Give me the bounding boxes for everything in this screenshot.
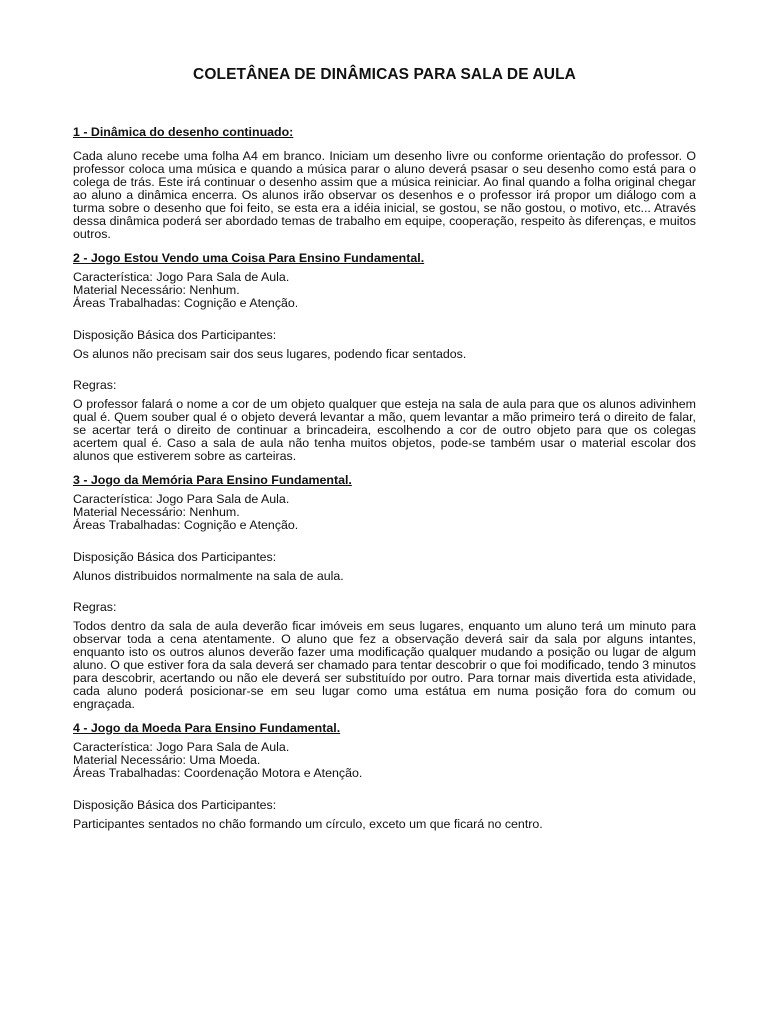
- section-heading: 4 - Jogo da Moeda Para Ensino Fundamental.: [73, 721, 341, 735]
- caracteristica-text: Característica: Jogo Para Sala de Aula.: [73, 492, 290, 506]
- section-1: [73, 125, 696, 241]
- regras-label: Regras:: [73, 378, 117, 392]
- disposicao-label: Disposição Básica dos Participantes:: [73, 550, 277, 564]
- section-info: [73, 493, 696, 532]
- section-2: [73, 251, 696, 463]
- section-heading: 2 - Jogo Estou Vendo uma Coisa Para Ensino Fundamental.: [73, 251, 425, 265]
- document-title: COLETÂNEA DE DINÂMICAS PARA SALA DE AULA: [193, 66, 576, 83]
- areas-text: Áreas Trabalhadas: Cognição e Atenção.: [73, 518, 299, 532]
- material-text: Material Necessário: Nenhum.: [73, 283, 240, 297]
- material-text: Material Necessário: Uma Moeda.: [73, 753, 261, 767]
- section-heading: 1 - Dinâmica do desenho continuado:: [73, 125, 294, 139]
- regras-label: Regras:: [73, 600, 117, 614]
- section-paragraph: Cada aluno recebe uma folha A4 em branco. Iniciam um desenho livre ou conforme orientação do professor. O professor coloca uma música e quando a música parar o aluno deverá psasar o seu desenho como está para o colega de trás. Este irá continuar o desenho assim que a música reiniciar. Ao final quando a folha original chegar ao aluno a dinâmica encerra. Os alunos irão observar os desenhos e o professor irá propor um diálogo com a turma sobre o desenho que foi feito, se esta era a idéia inicial, se gostou, se não gostou, o motivo, etc... Através dessa dinâmica poderá ser abordado temas de trabalho em equipe, cooperação, respeito às diferenças, e muitos outros.: [73, 149, 696, 241]
- disposicao-text: Participantes sentados no chão formando um círculo, exceto um que ficará no centro.: [73, 817, 543, 831]
- material-text: Material Necessário: Nenhum.: [73, 505, 240, 519]
- areas-text: Áreas Trabalhadas: Coordenação Motora e Atenção.: [73, 766, 363, 780]
- areas-text: Áreas Trabalhadas: Cognição e Atenção.: [73, 296, 299, 310]
- regras-text: Todos dentro da sala de aula deverão ficar imóveis em seus lugares, enquanto um aluno terá um minuto para observar toda a cena atentamente. O aluno que fez a observação deverá sair da sala por alguns intantes, enquanto isto os outros alunos deverão fazer uma modificação qualquer mudando a posição ou lugar de algum aluno. O que estiver fora da sala deverá ser chamado para tentar descobrir o que foi modificado, tendo 3 minutos para descobrir, acertando ou não ele deverá ser substituído por outro. Para tornar mais divertida esta atividade, cada aluno poderá posicionar-se em seu lugar como uma estátua em numa posição fora do comum ou engraçada.: [73, 619, 696, 711]
- section-heading: 3 - Jogo da Memória Para Ensino Fundamental.: [73, 473, 352, 487]
- disposicao-text: Os alunos não precisam sair dos seus lugares, podendo ficar sentados.: [73, 347, 467, 361]
- section-info: [73, 741, 696, 780]
- disposicao-label: Disposição Básica dos Participantes:: [73, 798, 277, 812]
- section-info: [73, 271, 696, 310]
- disposicao-text: Alunos distribuidos normalmente na sala de aula.: [73, 569, 344, 583]
- caracteristica-text: Característica: Jogo Para Sala de Aula.: [73, 270, 290, 284]
- regras-text: O professor falará o nome a cor de um objeto qualquer que esteja na sala de aula para que os alunos adivinhem qual é. Quem souber qual é o objeto deverá levantar a mão, quem levantar a mão primeiro terá o direito de falar, se acertar terá o direito de continuar a brincadeira, escolhendo a cor de outro objeto para que os colegas acertem qual é. Caso a sala de aula não tenha muitos objetos, pode-se também usar o material escolar dos alunos que estiverem sobre as carteiras.: [73, 397, 696, 463]
- section-4: [73, 721, 696, 831]
- disposicao-label: Disposição Básica dos Participantes:: [73, 328, 277, 342]
- caracteristica-text: Característica: Jogo Para Sala de Aula.: [73, 740, 290, 754]
- section-3: [73, 473, 696, 711]
